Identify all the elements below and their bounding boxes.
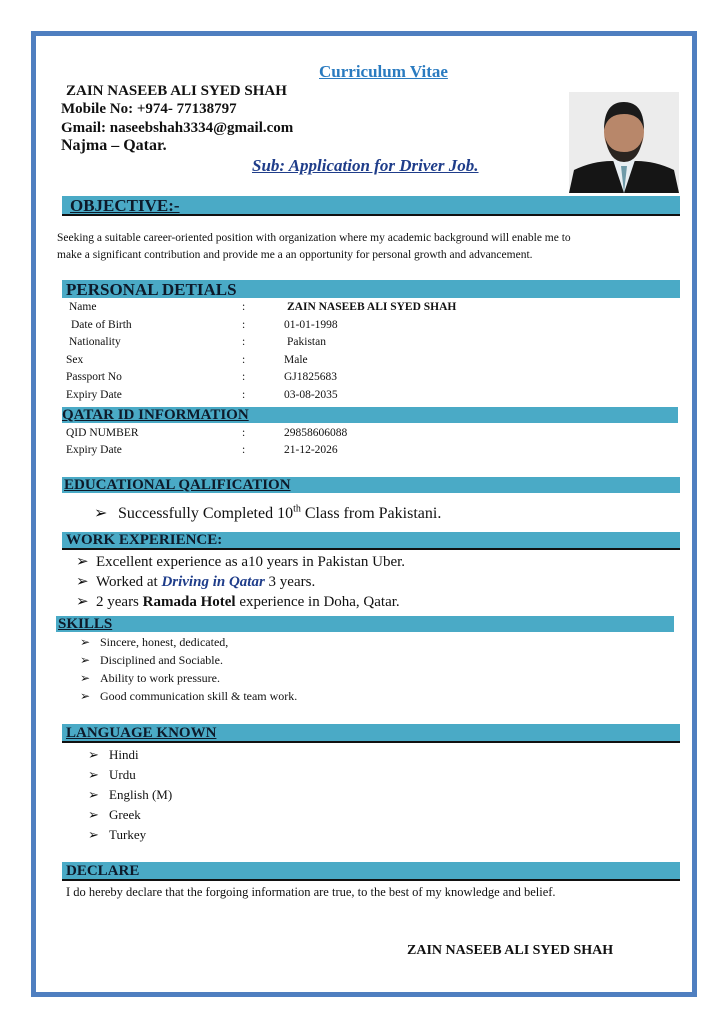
education-header [62, 477, 680, 493]
detail-row [66, 388, 338, 402]
detail-separator: : [242, 444, 246, 456]
work-item: ➢ Worked at Driving in Qatar 3 years. [76, 574, 316, 590]
gmail: Gmail: naseebshah3334@gmail.com [61, 120, 294, 136]
detail-value: GJ1825683 [284, 371, 338, 383]
bullet-icon: ➢ [80, 689, 91, 703]
education-heading: EDUCATIONAL QALIFICATION [64, 477, 291, 493]
detail-separator: : [242, 353, 246, 366]
detail-value: Pakistan [287, 336, 326, 348]
detail-separator: : [242, 318, 246, 331]
objective-line-2: make a significant contribution and provide me a an opportunity for personal growth and advancement. [57, 249, 533, 261]
detail-separator: : [242, 301, 246, 313]
bullet-icon: ➢ [76, 574, 89, 590]
bullet-icon: ➢ [80, 653, 91, 667]
skill-item: ➢ Ability to work pressure. [80, 671, 220, 685]
language-item: ➢ English (M) [88, 787, 173, 802]
detail-row [66, 353, 308, 367]
detail-row [66, 426, 348, 440]
qatar-id-header [62, 407, 678, 423]
detail-row [69, 300, 457, 314]
detail-label: Date of Birth [71, 318, 132, 331]
language-item: ➢ Turkey [88, 827, 147, 842]
personal-details-header [62, 280, 680, 298]
skills-header [56, 616, 674, 632]
detail-separator: : [242, 388, 246, 401]
detail-label: Passport No [66, 371, 122, 383]
languages-header [62, 724, 680, 743]
document-title: Curriculum Vitae [319, 62, 448, 81]
skill-item: ➢ Good communication skill & team work. [80, 689, 298, 703]
detail-label: QID NUMBER [66, 427, 139, 439]
detail-value: 21-12-2026 [284, 444, 338, 456]
objective-heading: OBJECTIVE:- [70, 196, 180, 215]
detail-row [69, 335, 326, 349]
detail-value: Male [284, 353, 308, 366]
mobile-number: Mobile No: +974- 77138797 [61, 101, 237, 117]
bullet-icon: ➢ [80, 635, 91, 649]
declare-header [62, 862, 680, 881]
bullet-icon: ➢ [88, 747, 99, 762]
location: Najma – Qatar. [61, 137, 167, 154]
detail-label: Sex [66, 353, 84, 366]
detail-label: Nationality [69, 336, 121, 348]
personal-details-heading: PERSONAL DETIALS [66, 280, 237, 299]
bullet-icon: ➢ [88, 827, 99, 842]
qatar-id-heading: QATAR ID INFORMATION [62, 407, 249, 423]
applicant-name: ZAIN NASEEB ALI SYED SHAH [66, 83, 287, 99]
declaration-text: I do hereby declare that the forgoing information are true, to the best of my knowledge and belief. [66, 885, 556, 899]
bullet-icon: ➢ [88, 787, 99, 802]
skills-heading: SKILLS [58, 616, 113, 632]
objective-header [62, 196, 680, 216]
detail-row [71, 318, 338, 332]
skill-item: ➢ Sincere, honest, dedicated, [80, 635, 229, 649]
work-heading: WORK EXPERIENCE: [66, 532, 223, 548]
detail-value: 03-08-2035 [284, 388, 338, 401]
detail-row [66, 443, 338, 457]
language-item: ➢ Greek [88, 807, 141, 822]
detail-row [66, 370, 338, 384]
skill-item: ➢ Disciplined and Sociable. [80, 653, 223, 667]
languages-heading: LANGUAGE KNOWN [66, 725, 217, 741]
bullet-icon: ➢ [88, 807, 99, 822]
detail-separator: : [242, 427, 246, 439]
detail-value: 29858606088 [284, 427, 348, 439]
work-item: ➢ 2 years Ramada Hotel experience in Doha, Qatar. [76, 594, 400, 610]
detail-separator: : [242, 371, 246, 383]
bullet-icon: ➢ [76, 554, 89, 570]
subject-line: Sub: Application for Driver Job. [252, 156, 479, 175]
work-header [62, 532, 680, 550]
bullet-icon: ➢ [94, 505, 108, 522]
profile-photo [569, 92, 679, 193]
detail-separator: : [242, 336, 246, 348]
detail-label: Expiry Date [66, 444, 122, 456]
signature-name: ZAIN NASEEB ALI SYED SHAH [407, 943, 614, 958]
bullet-icon: ➢ [88, 767, 99, 782]
education-item: ➢ Successfully Completed 10th Class from Pakistani. [94, 503, 442, 522]
detail-value: ZAIN NASEEB ALI SYED SHAH [287, 301, 457, 313]
detail-label: Name [69, 301, 97, 313]
language-item: ➢ Urdu [88, 767, 136, 782]
bullet-icon: ➢ [80, 671, 91, 685]
objective-line-1: Seeking a suitable career-oriented position with organization where my academic background will enable me to [57, 232, 571, 244]
detail-value: 01-01-1998 [284, 318, 338, 331]
declare-heading: DECLARE [66, 863, 140, 879]
work-item: ➢ Excellent experience as a10 years in Pakistan Uber. [76, 554, 406, 570]
language-item: ➢ Hindi [88, 747, 139, 762]
detail-label: Expiry Date [66, 388, 122, 401]
bullet-icon: ➢ [76, 594, 89, 610]
